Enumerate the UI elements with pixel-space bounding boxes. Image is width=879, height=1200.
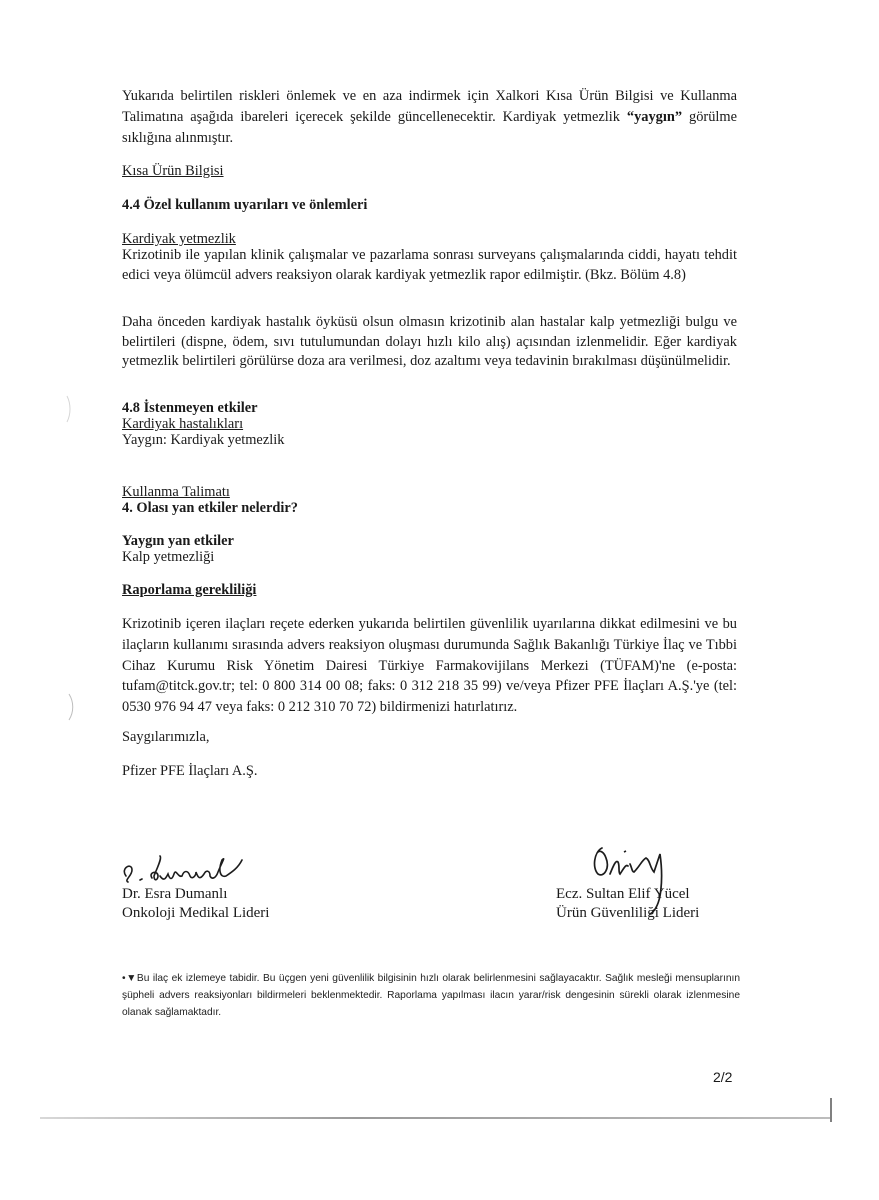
cardiac-disorders-text: Kardiyak hastalıkları [122,416,244,432]
signatory-right [556,885,699,923]
common-side-effects-heading: Yaygın yan etkiler [122,533,234,549]
common-cardiac-failure: Yaygın: Kardiyak yetmezlik [122,432,285,448]
company-name: Pfizer PFE İlaçları A.Ş. [122,763,258,779]
signature-left [118,848,288,890]
reporting-body: Krizotinib içeren ilaçları reçete ederken yukarıda belirtilen güvenlilik uyarılarına dikkat edilmesini ve bu ilaçların kullanımı sırasında advers reaksiyon oluşması durumunda Sağlık Bakanlığı Türkiye İlaç ve Tıbbi Cihaz Kurumu Risk Yönetim Dairesi Türkiye Farmakovijilans Merkezi (TÜFAM)'ne (e-posta: tufam@titck.gov.tr; tel: 0 800 314 00 08; faks: 0 312 218 35 99) ve/veya Pfizer PFE İlaçları A.Ş.'ye (tel: 0530 976 94 47 veya faks: 0 212 310 70 72) bildirmenizi hatırlatırız. [122,616,737,716]
kt-title-text: Kullanma Talimatı [122,484,230,500]
intro-end-text: görülme sıklığına alınmıştır. [122,109,737,146]
kt-q4-heading: 4. Olası yan etkiler nelerdir? [122,500,299,516]
kub-title [122,161,737,181]
intro-text: Yukarıda belirtilen riskleri önlemek ve en aza indirmek için Xalkori Kısa Ürün Bilgisi ve Kullanma Talimatına aşağıda ibareleri içerecek şekilde güncellenecektir. Kardiyak yetmezlik [122,88,737,125]
signatory-left-title: Onkoloji Medikal Lideri [122,905,270,921]
signatory-left-name: Dr. Esra Dumanlı [122,886,228,902]
kub-paragraph-1: Krizotinib ile yapılan klinik çalışmalar ve pazarlama sonrası surveyans çalışmalarında ciddi, hayatı tehdit edici veya ölümcül advers reaksiyon olarak kardiyak yetmezlik rapor edilmiştir. (Bkz. Bölüm 4.8) [122,247,737,283]
section-44-heading: 4.4 Özel kullanım uyarıları ve önlemleri [122,197,368,213]
cardiac-subheading-text: Kardiyak yetmezlik [122,231,236,247]
reporting-heading-text: Raporlama gerekliliği [122,582,257,598]
signatory-right-title: Ürün Güvenliliği Lideri [556,905,700,921]
scan-edge-line [40,1117,830,1119]
black-triangle-footnote: •▼Bu ilaç ek izlemeye tabidir. Bu üçgen yeni güvenlilik bilgisinin hızlı olarak belirlenmesini sağlayacaktır. Sağlık mesleği mensuplarının şüpheli advers reaksiyonları bildirmeleri beklenmektedir. Raporlama yapılması ilacın yarar/risk dengesinin sürekli olarak izlenmesine olanak sağlamaktadır. [122,973,740,1018]
closing: Saygılarımızla, [122,729,210,745]
scan-mark-corner [827,1098,835,1124]
signatory-left [122,885,269,923]
signatory-right-name: Ecz. Sultan Elif Yücel [556,886,690,902]
scan-mark-bottom [66,692,76,722]
reporting-heading [122,580,737,600]
common-side-effect-item: Kalp yetmezliği [122,549,215,565]
kub-title-text: Kısa Ürün Bilgisi [122,163,224,179]
section-48-heading: 4.8 İstenmeyen etkiler [122,400,258,416]
intro-paragraph [122,86,737,149]
intro-bold-word: “yaygın” [626,109,683,125]
page-number: 2/2 [713,1069,733,1085]
scan-mark-top [64,394,74,424]
kub-paragraph-2: Daha önceden kardiyak hastalık öyküsü olsun olmasın krizotinib alan hastalar kalp yetmezliği bulgu ve belirtileri (dispne, ödem, sıvı tutulumundan dolayı hızlı kilo alış) açısından izlenmelidir. Eğer kardiyak yetmezlik belirtileri görülürse doza ara verilmesi, doz azaltımı veya tedavinin bırakılması düşünülmelidir. [122,314,737,369]
